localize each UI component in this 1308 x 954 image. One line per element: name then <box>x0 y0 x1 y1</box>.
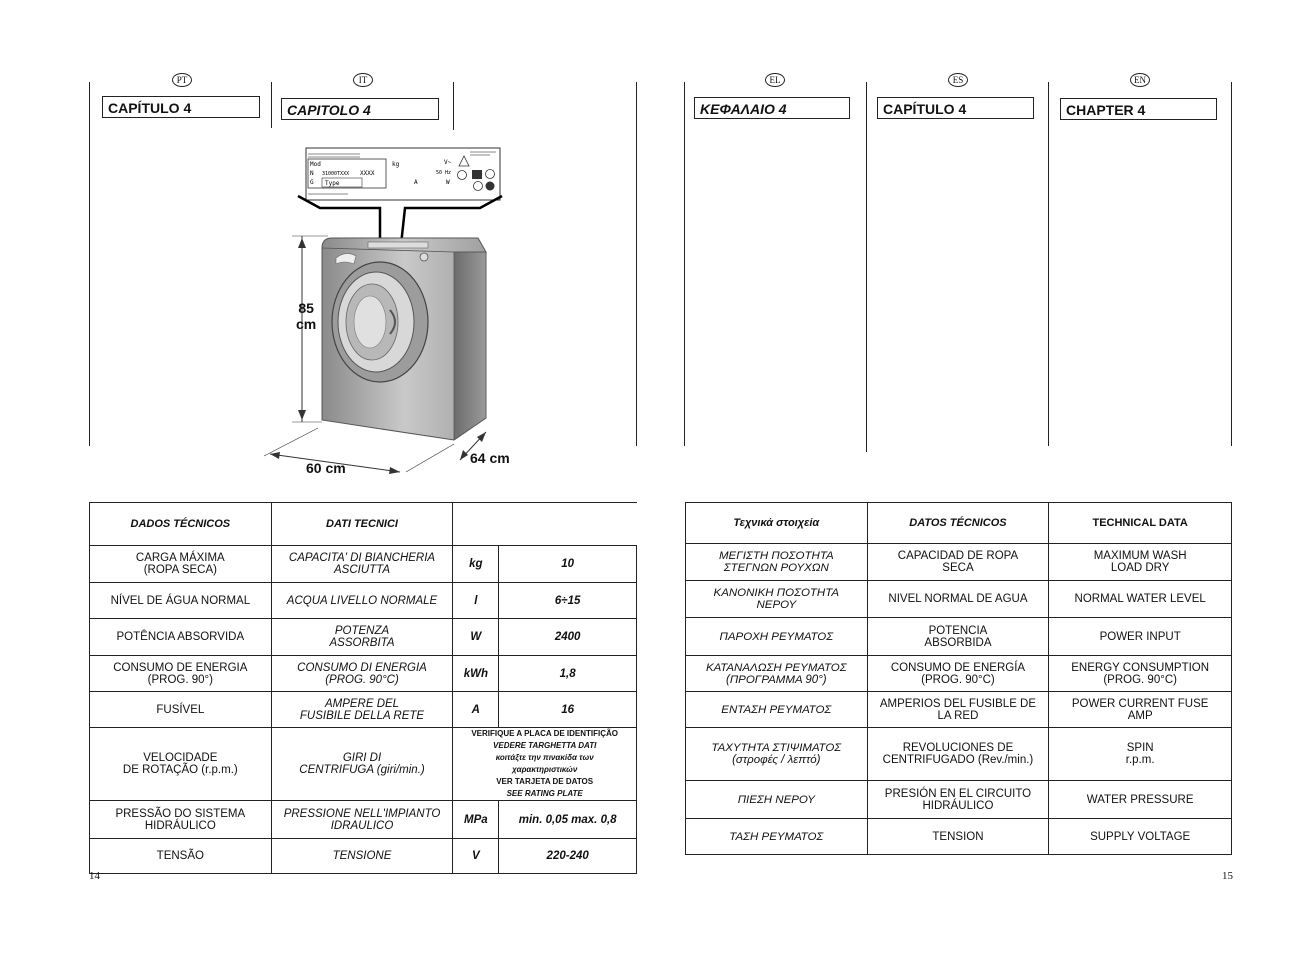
table-row: ΤΑΧΥΤΗΤΑ ΣΤΙΨΙΜΑΤΟΣ (στροφές / λεπτό) REVOLUCIONES DE CENTRIFUGADO (Rev./min.) SPIN r.p.m. <box>686 728 1232 781</box>
column-divider <box>866 82 867 452</box>
table-row: ΕΝΤΑΣΗ ΡΕΥΜΑΤΟΣ AMPERIOS DEL FUSIBLE DE LA RED POWER CURRENT FUSE AMP <box>686 692 1232 728</box>
table-header-pt: DADOS TÉCNICOS <box>90 503 272 546</box>
technical-data-table-right <box>685 502 1232 855</box>
chapter-title-pt: CAPÍTULO 4 <box>102 96 260 118</box>
height-unit: cm <box>296 316 317 332</box>
table-header-el: Τεχνικά στοιχεία <box>686 503 868 544</box>
rating-plate <box>306 148 500 200</box>
svg-text:Type: Type <box>325 180 340 187</box>
page-number-right: 15 <box>1222 870 1233 882</box>
table-row: ΚΑΤΑΝΑΛΩΣΗ ΡΕΥΜΑΤΟΣ (ΠΡΟΓΡΑΜΜΑ 90°) CONSUMO DE ENERGÍA (PROG. 90°C) ENERGY CONSUMPTION (PROG. 90°C) <box>686 656 1232 692</box>
chapter-title-it: CAPITOLO 4 <box>281 98 439 120</box>
table-row: ΜΕΓΙΣΤΗ ΠΟΣΟΤΗΤΑ ΣΤΕΓΝΩΝ ΡΟΥΧΩΝ CAPACIDAD DE ROPA SECA MAXIMUM WASH LOAD DRY <box>686 544 1232 581</box>
chapter-title-en: CHAPTER 4 <box>1060 98 1217 120</box>
column-divider <box>636 82 637 446</box>
language-badge-pt: PT <box>172 73 192 87</box>
table-header-en: TECHNICAL DATA <box>1049 503 1232 544</box>
column-divider <box>1231 82 1232 446</box>
table-row: CONSUMO DE ENERGIA (PROG. 90°) CONSUMO DI ENERGIA (PROG. 90°C) kWh 1,8 <box>90 656 637 692</box>
table-row: ΤΑΣΗ ΡΕΥΜΑΤΟΣ TENSION SUPPLY VOLTAGE <box>686 819 1232 855</box>
height-dimension-label <box>296 300 316 332</box>
svg-text:XXXX: XXXX <box>360 170 375 177</box>
svg-text:kg: kg <box>392 161 400 168</box>
table-row: ΠΙΕΣΗ ΝΕΡΟΥ PRESIÓN EN EL CIRCUITO HIDRÁULICO WATER PRESSURE <box>686 781 1232 819</box>
table-row: NÍVEL DE ÁGUA NORMAL ACQUA LIVELLO NORMALE l 6÷15 <box>90 583 637 619</box>
washing-machine-illustration <box>250 140 530 480</box>
table-row: TENSÃO TENSIONE V 220-240 <box>90 839 637 874</box>
svg-text:W: W <box>446 179 450 186</box>
column-divider <box>684 82 685 446</box>
chapter-title-el: ΚΕΦΑΛΑΙΟ 4 <box>694 97 850 119</box>
column-divider <box>453 82 454 130</box>
chapter-title-es: CAPÍTULO 4 <box>877 97 1034 119</box>
language-badge-en: EN <box>1130 73 1150 87</box>
svg-text:31000TXXX: 31000TXXX <box>322 171 350 177</box>
table-row: ΚΑΝΟΝΙΚΗ ΠΟΣΟΤΗΤΑ ΝΕΡΟΥ NIVEL NORMAL DE AGUA NORMAL WATER LEVEL <box>686 581 1232 618</box>
spin-rating-plate-note: VERIFIQUE A PLACA DE IDENTIFIÇÃO VEDERE TARGHETTA DATI κοιτάξτε την πινακίδα των χαρακτηριστικών VER TARJETA DE DATOS SEE RATING PLATE <box>453 728 637 801</box>
table-row: PRESSÃO DO SISTEMA HIDRÁULICO PRESSIONE NELL'IMPIANTO IDRAULICO MPa min. 0,05 max. 0,8 <box>90 801 637 839</box>
technical-data-table-left <box>89 502 637 874</box>
svg-text:Mod: Mod <box>310 161 321 168</box>
page-number-left: 14 <box>89 870 100 882</box>
width-dimension-label: 60 cm <box>306 460 346 476</box>
table-row: POTÊNCIA ABSORVIDA POTENZA ASSORBITA W 2400 <box>90 619 637 656</box>
table-row: VELOCIDADE DE ROTAÇÃO (r.p.m.) GIRI DI CENTRIFUGA (giri/min.) VERIFIQUE A PLACA DE IDENTIFIÇÃO VEDERE TARGHETTA DATI κοιτάξτε την πινακίδα των χαρακτηριστικών VER TARJETA DE DATOS SEE RATING PLATE <box>90 728 637 801</box>
language-badge-es: ES <box>948 73 968 87</box>
language-badge-el: EL <box>765 73 785 87</box>
svg-text:N: N <box>310 170 314 177</box>
table-header-it: DATI TECNICI <box>271 503 453 546</box>
table-header-es: DATOS TÉCNICOS <box>867 503 1049 544</box>
svg-text:A: A <box>414 179 418 186</box>
depth-dimension-label: 64 cm <box>470 450 510 466</box>
svg-text:G: G <box>310 179 314 186</box>
language-badge-it: IT <box>353 73 373 87</box>
table-row: CARGA MÁXIMA (ROPA SECA) CAPACITA' DI BIANCHERIA ASCIUTTA kg 10 <box>90 546 637 583</box>
svg-text:50 Hz: 50 Hz <box>436 170 452 176</box>
column-divider <box>89 82 90 446</box>
column-divider <box>271 82 272 128</box>
height-value: 85 <box>298 300 314 316</box>
table-row: ΠΑΡΟΧΗ ΡΕΥΜΑΤΟΣ POTENCIA ABSORBIDA POWER INPUT <box>686 618 1232 656</box>
svg-text:V~: V~ <box>444 159 452 166</box>
table-row: FUSÍVEL AMPERE DEL FUSIBILE DELLA RETE A 16 <box>90 692 637 728</box>
column-divider <box>1048 82 1049 446</box>
